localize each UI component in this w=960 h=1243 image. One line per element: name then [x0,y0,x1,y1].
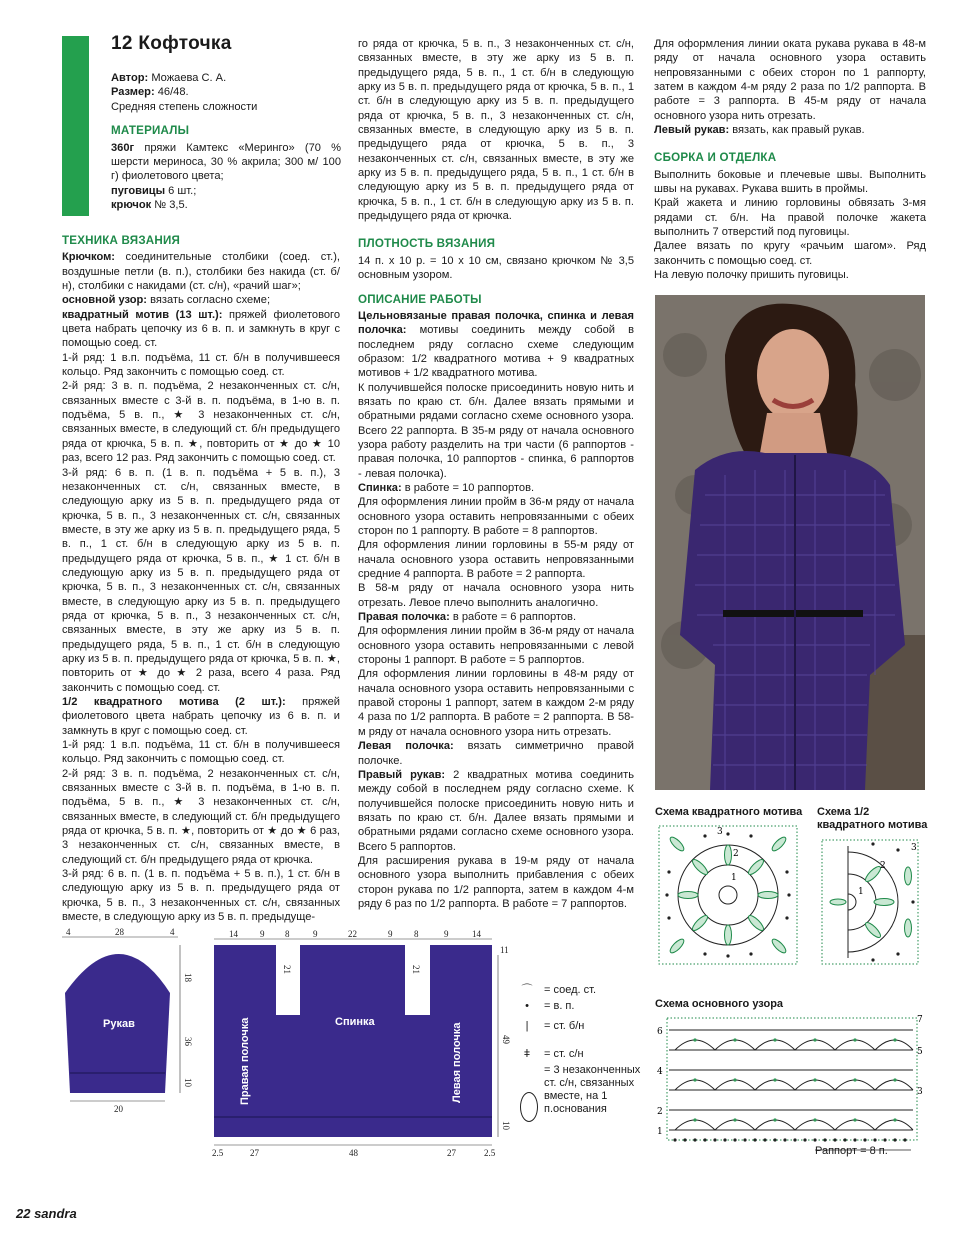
sleeve-dim-h3: 10 [183,1078,193,1087]
yarn-text: пряжи Камтекс «Меринго» (70 % шерсти мериноса, 30 % акрила; 300 м/ 100 г) фиолетового цвета; [111,141,341,183]
body-dim-b5: 2.5 [484,1148,496,1158]
back-neckline: Для оформления линии горловины в 55-м ряду от начала основного узора оставить непровязанными средние 4 раппорта. В работе = 2 раппорта. [358,539,634,581]
sleeve-dim-h2: 36 [183,1037,193,1046]
difficulty: Средняя степень сложности [111,100,258,113]
pattern-schematic [0,925,520,1165]
left-sleeve-text: вязать, как правый рукав. [729,124,865,137]
body-dim-b4: 27 [447,1148,456,1158]
main-row-4: 4 [657,1067,663,1077]
right-front-label-text: Правая полочка [239,1017,251,1105]
sleeve-dim-h1: 18 [183,973,193,982]
sleeve-dim-bottom: 20 [114,1104,123,1114]
right-front-armhole: Для оформления линии пройм в 36-м ряду от начала основного узора оставить непровязанными с левой стороны 1 раппорт. В работе = 5 раппортов. [358,625,634,667]
main-pattern-scheme [655,1012,927,1162]
body-dim-b3: 48 [349,1148,358,1158]
square-row-num-2: 2 [733,849,739,859]
back-label: Спинка: [358,481,402,494]
half-motif-scheme [818,836,926,968]
half-row-num-1: 1 [858,887,864,897]
half-row-3: 3-й ряд: 6 в. п. (1 в. п. подъёма + 5 в. п.), 1 ст. б/н в следующую арку из 5 в. п. предыдущего ряда от крючка, 5 в. п., 3 незаконченных ст. с/н, связанных вместе, в следующую арку из 5 в. п. предыдуще- [62,868,340,924]
left-front-text: вязать симметрично правой полочке. [358,740,635,767]
half-caption-line-1: Схема 1/2 [817,806,870,818]
model-photo [655,295,925,790]
body-dim-t3: 8 [285,929,290,939]
hook-techniques-text: соединительные столбики (соед. ст.), воздушные петли (в. п.), столбики без накида (ст. б/н), столбики с накидами (ст. с/н), «рачий шаг»; [62,251,340,293]
meta-block [111,71,341,213]
body-dim-neck-right: 21 [411,965,421,974]
cluster-icon [520,1092,538,1122]
sleeve-dim-top-center: 28 [115,927,124,937]
left-front-label-text: Левая полочка [451,1022,463,1103]
body-label: Цельновязаные правая полочка, спинка и левая полочка: [358,309,634,337]
half-row-3-cont: го ряда от крючка, 5 в. п., 3 незаконченных ст. с/н, связанных вместе, в эту же арку из 5 в. п. предыдущего ряда, 5 в. п., 1 ст. б/н в следующую арку из 5 в. п. предыдущего ряда от крючка, 5 в. п., 1 ст. б/н в следующую арку из 5 в. п. предыдущего ряда от крючка, 5 в. п., 3 незаконченных ст. с/н, связанных вместе, в следующую арку из 5 в. п. предыдущего ряда от крючка, 5 в. п., 3 незаконченных ст. с/н, связанных вместе, в эту же арку из 5 в. п. предыдущего ряда, 5 в. п., 1 ст. б/н в следующую арку из 5 в. п. предыдущего ряда от крючка, 5 в. п., 1 ст. б/н в следующую арку из 5 в. п. предыдущего ряда от крючка. [358,38,634,223]
column-2 [358,37,634,911]
square-motif-label: квадратный мотив (13 шт.): [62,308,223,321]
body-dim-b2: 27 [250,1148,259,1158]
square-motif-scheme [655,822,801,968]
column-1 [62,224,340,925]
right-sleeve-text: 2 квадратных мотива соединить между собой в последнем ряду согласно схеме. К получившейся полоске присоединить новую нить и вязать по краю ст. б/н. Далее вязать прямыми и обратными рядами согласно схеме основного узора. Всего 5 раппортов. [358,768,634,853]
main-row-1: 1 [657,1127,663,1137]
density-text: 14 п. х 10 р. = 10 х 10 см, связано крючком № 3,5 основным узором. [358,254,634,282]
density-heading: ПЛОТНОСТЬ ВЯЗАНИЯ [358,237,496,251]
body-dim-t7: 8 [414,929,419,939]
sleeve-label: Рукав [103,1018,135,1030]
left-front-label: Левая полочка: [358,740,454,753]
body-dim-t6: 9 [388,929,393,939]
half-motif-text: пряжей фиолетового цвета набрать цепочку из 6 в. п. и замкнуть в круг с помощью соед. ст. [62,696,340,737]
body-dim-r1: 11 [500,945,509,955]
buttons-text: 6 шт.; [165,184,197,197]
body-dim-r2: 49 [501,1035,511,1044]
assembly-4: На левую полочку пришить пуговицы. [654,269,849,282]
page-title: 12 Кофточка [111,33,232,54]
right-sleeve-increase: Для расширения рукава в 19-м ряду от начала основного узора выполнить прибавления с обеих сторон рукава по 1/2 раппорта, затем в каждом 4-м ряду 6 раз по 1/2 раппорта. В работе = 7 раппортов. [358,854,634,910]
materials-heading: МАТЕРИАЛЫ [111,124,190,138]
body-dim-neck-left: 21 [282,965,292,974]
right-front-neckline: Для оформления линии горловины в 48-м ряду от начала основного узора оставить непровязанными с правой стороны 1 раппорт, затем в каждом 2-м ряду 4 раза по 1/2 раппорта. В работе = 2 раппорта. В 58-м ряду от начала основного узора нить отрезать. [358,668,634,738]
double-crochet-icon: ǂ [523,1048,531,1060]
body-dim-t1: 14 [229,929,238,939]
single-crochet-icon: | [525,1020,529,1032]
size: 46/48. [154,86,189,99]
body-text-2: К получившейся полоске присоединить новую нить и вязать по краю ст. б/н. Далее вязать прямыми и обратными рядами согласно схеме основного узора. Всего 22 раппорта. В 35-м ряду от начала основного узора работу разделить на три части (6 раппортов - правая полочка, 10 раппортов - спинка, 6 раппортов - левая полочка). [358,381,634,480]
square-row-2: 2-й ряд: 3 в. п. подъёма, 2 незаконченных ст. с/н, связанных вместе с 3-й в. п. подъёма, в 1-ю в. п. подъёма, 5 в. п., ★ 3 незаконченных ст. с/н, связанных вместе, в следующий ст. б/н предыдущего ряда от крючка, 5 в. п. ★, повторить от ★ до ★ 10 раз, всего 12 раз. Ряд закончить с помощью соед. ст. [62,380,340,465]
left-sleeve-label: Левый рукав: [654,124,730,137]
hook-techniques-label: Крючком: [62,251,115,264]
assembly-heading: СБОРКА И ОТДЕЛКА [654,151,777,165]
square-row-1: 1-й ряд: 1 в.п. подъёма, 11 ст. б/н в получившееся кольцо. Ряд закончить с помощью соед. ст. [62,351,340,379]
author: Можаева С. А. [148,72,227,84]
main-pattern-label: основной узор: [62,294,147,307]
assembly-1: Выполнить боковые и плечевые швы. Выполнить швы на рукавах. Рукава вшить в проймы. [654,168,926,196]
page-footer: 22 sandra [16,1206,77,1221]
legend-chain: = в. п. [544,1000,575,1012]
back-armhole: Для оформления линии пройм в 36-м ряду от начала основного узора оставить непровязанными с обеих сторон по 1 раппорту. В работе = 8 раппортов. [358,496,634,537]
hook-label: крючок [111,199,152,212]
square-row-num-3: 3 [717,827,723,837]
right-front-text: в работе = 6 раппортов. [449,611,577,624]
main-row-2: 2 [657,1107,663,1117]
slip-stitch-icon: ⌒ [521,984,533,996]
main-row-7: 7 [917,1015,923,1025]
accent-bar [62,36,89,216]
hook-text: № 3,5. [151,199,188,212]
right-front-label: Правая полочка: [358,611,450,624]
column-3 [654,37,926,283]
legend-single-crochet: = ст. б/н [544,1020,585,1032]
square-motif-text: пряжей фиолетового цвета набрать цепочку из 6 в. п. и замкнуть в круг с помощью соед. ст. [62,308,341,350]
legend-cluster: = 3 незаконченных ст. с/н, связанных вместе, на 1 п.основания [544,1064,641,1115]
main-row-3: 3 [917,1087,923,1097]
body-dim-t5: 22 [348,929,357,939]
body-dim-t2: 9 [260,929,265,939]
description-heading: ОПИСАНИЕ РАБОТЫ [358,292,482,306]
square-scheme-caption: Схема квадратного мотива [655,806,803,818]
square-row-3: 3-й ряд: 6 в. п. (1 в. п. подъёма + 5 в. п.), 3 незаконченных ст. с/н, связанных вместе, в следующую арку из 5 в. п. предыдущего ряда от крючка, 5 в. п., 3 незаконченных ст. с/н, связанных вместе, в эту же арку из 5 в. п. предыдущего ряда, 5 в. п., 1 ст. б/н в следующую арку из 5 в. п. предыдущего ряда от крючка, 5 в. п., ★ 1 ст. б/н в следующую арку из 5 в. п. предыдущего ряда от крючка, 5 в. п., 3 незаконченных ст. с/н, связанных вместе, в следующую арку из 5 в. п. предыдущего ряда от крючка, 5 в. п., 3 незаконченных ст. с/н, связанных вместе, в эту же арку из 5 в. п. предыдущего ряда, 5 в. п., 1 ст. б/н в следующую арку из 5 в. п. предыдущего ряда от крючка, 5 в. п. ★, повторить от ★ до ★ 2 раза, всего 4 раза. Ряд закончить с помощью соед. ст. [62,466,340,694]
sleeve-dim-top-right: 4 [170,927,175,937]
yarn-amount: 360г [111,141,135,154]
size-label: Размер: [111,86,155,99]
half-motif-label: 1/2 квадратного мотива (2 шт.): [62,696,286,708]
half-row-2: 2-й ряд: 3 в. п. подъёма, 2 незаконченных ст. с/н, связанных вместе с 3-й в. п. подъёма, в 1-ю в. п. подъёма, 5 в. п., ★ 3 незаконченных ст. с/н, связанных вместе, в следующий ст. б/н предыдущего ряда от крючка, 5 в. п. ★, повторить от ★ до ★ 6 раз, 3 незаконченных ст. с/н, связанных вместе, в следующий ст. б/н предыдущего ряда от крючка. [62,767,340,866]
body-text: мотивы соединить между собой в последнем ряду согласно схеме следующим образом: 1/2 квадратного мотива + 9 квадратных мотивов + 1/2 квадратного мотива. [358,324,634,380]
assembly-3: Далее вязать по кругу «рачьим шагом». Ряд закончить с помощью соед. ст. [654,240,926,267]
right-sleeve-label: Правый рукав: [358,768,446,781]
author-label: Автор: [111,72,149,84]
main-scheme-caption: Схема основного узора [655,998,784,1010]
sleeve-cap: Для оформления линии оката рукава рукава в 48-м ряду от начала основного узора оставить непровязанными с обеих сторон по 1 раппорту, затем в каждом 4-м ряду 2 раза по 1/2 раппорта. В работе = 3 раппорта. В 45-м ряду от начала основного узора нить отрезать. [654,38,926,122]
half-caption-line-2: квадратного мотива [817,819,928,831]
half-row-1: 1-й ряд: 1 в.п. подъёма, 11 ст. б/н в получившееся кольцо. Ряд закончить с помощью соед. ст. [62,739,340,766]
half-scheme-caption [817,806,927,832]
body-dim-t9: 14 [472,929,481,939]
square-row-num-1: 1 [731,873,737,883]
body-dim-t8: 9 [444,929,449,939]
assembly-2: Край жакета и линию горловины обвязать 3-мя рядами ст. б/н. На правой полочке жакета выполнить 7 отверстий под пуговицы. [654,197,926,239]
technique-heading: ТЕХНИКА ВЯЗАНИЯ [62,234,181,247]
half-row-num-2: 2 [880,861,886,871]
back-finish: В 58-м ряду от начала основного узора нить отрезать. Левое плечо выполнить аналогично. [358,582,634,609]
chain-icon: • [525,1000,529,1012]
rapport-label: Раппорт = 8 п. [815,1145,888,1157]
main-row-5: 5 [917,1047,923,1057]
back-label-text: Спинка [335,1016,375,1028]
back-text: в работе = 10 раппортов. [401,481,535,494]
body-dim-t4: 9 [313,929,318,939]
legend-double-crochet: = ст. с/н [544,1048,584,1060]
body-dim-r3: 10 [501,1121,511,1130]
body-dim-b1: 2.5 [212,1148,224,1158]
main-pattern-text: вязать согласно схеме; [147,294,271,307]
main-row-6: 6 [657,1027,663,1037]
buttons-label: пуговицы [111,184,166,197]
legend-slip-stitch: = соед. ст. [544,984,597,996]
sleeve-dim-top-left: 4 [66,927,71,937]
half-row-num-3: 3 [911,843,917,853]
